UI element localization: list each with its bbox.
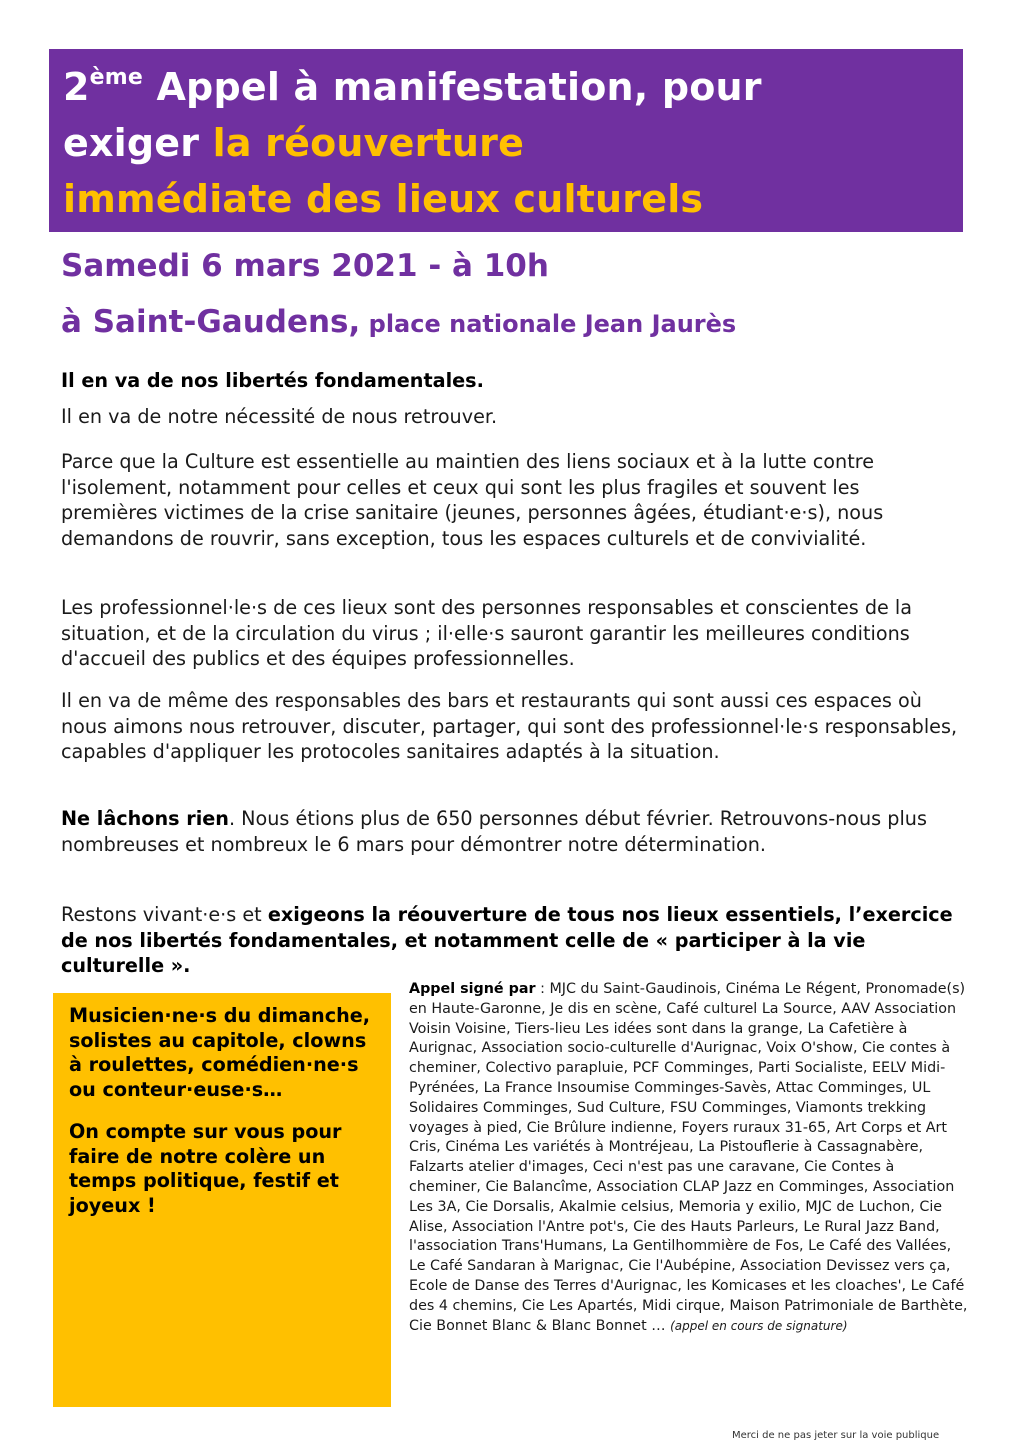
banner-line-2 (63, 115, 963, 171)
title-banner (49, 49, 963, 232)
signers-list (409, 980, 969, 1336)
banner-line-3 (63, 171, 963, 227)
ordinal-suffix: ème (89, 65, 144, 90)
event-square: place nationale Jean Jaurès (360, 310, 737, 338)
signers-label: Appel signé par (409, 981, 536, 997)
paragraph-ne-lachons-rien (61, 806, 961, 857)
ne-lachons-rien-rest: . Nous étions plus de 650 personnes début février. Retrouvons-nous plus nombreuses et nombreux le 6 mars pour démontrer notre détermination. (61, 807, 927, 856)
ordinal-number: 2 (63, 65, 90, 109)
paragraph-bars: Il en va de même des responsables des bars et restaurants qui sont aussi ces espaces où nous aimons nous retrouver, discuter, partager, qui sont des professionnel·le·s responsables, capables d'appliquer les protocoles sanitaires adaptés à la situation. (61, 689, 958, 763)
paragraph-restons-vivants (61, 902, 961, 979)
event-date: Samedi 6 mars 2021 - à 10h (61, 248, 549, 284)
event-place (61, 304, 736, 340)
paragraph-liberties (61, 368, 961, 394)
restons-vivants-start: Restons vivant·e·s et (61, 903, 268, 926)
paragraph-liberties-text: Il en va de nos libertés fondamentales. (61, 369, 484, 392)
signers-names: : MJC du Saint-Gaudinois, Cinéma Le Régent, Pronomade(s) en Haute-Garonne, Je dis en scène, Café culturel La Source, AAV Association Voisin Voisine, Tiers-lieu Les idées sont dans la grange, La Cafetière à Aurignac, Association socio-culturelle d'Aurignac, Voix O'show, Cie contes à cheminer, Colectivo parapluie, PCF Comminges, Parti Socialiste, EELV Midi-Pyrénées, La France Insoumise Comminges-Savès, Attac Comminges, UL Solidaires Comminges, Sud Culture, FSU Comminges, Viamonts trekking voyages à pied, Cie Brûlure indienne, Foyers ruraux 31-65, Art Corps et Art Cris, Cinéma Les variétés à Montréjeau, La Pistouflerie à Cassagnabère, Falzarts atelier d'images, Ceci n'est pas une caravane, Cie Contes à cheminer, Cie Balancîme, Association CLAP Jazz en Comminges, Association Les 3A, Cie Dorsalis, Akalmie celsius, Memoria y exilio, MJC de Luchon, Cie Alise, Association l'Antre pot's, Cie des Hauts Parleurs, Le Rural Jazz Band, l'association Trans'Humans, La Gentilhommière de Fos, Le Café des Vallées, Le Café Sandaran à Marignac, Cie l'Aubépine, Association Devissez vers ça, Ecole de Danse des Terres d'Aurignac, les Komicases et les cloaches', Le Café des 4 chemins, Cie Les Apartés, Midi cirque, Maison Patrimoniale de Barthète, Cie Bonnet Blanc & Blanc Bonnet … (409, 981, 968, 1334)
banner-line-1-text: Appel à manifestation, pour (143, 65, 762, 109)
musicians-callout-box (53, 993, 391, 1407)
ne-lachons-rien-bold: Ne lâchons rien (61, 807, 229, 830)
event-city: à Saint-Gaudens, (61, 304, 361, 340)
callout-part-1: Musicien·ne·s du dimanche, solistes au capitole, clowns à roulettes, comédien·ne·s ou conteur·euse·s… (69, 1004, 371, 1101)
banner-line-2-yellow: la réouverture (212, 121, 525, 165)
signers-note: (appel en cours de signature) (670, 1318, 848, 1333)
banner-line-2-white: exiger (63, 121, 213, 165)
restons-vivants-bold: exigeons la réouverture de tous nos lieux essentiels, l’exercice de nos libertés fondamentales, et notamment celle de « participer à la vie culturelle ». (61, 903, 953, 977)
banner-line-3-yellow: immédiate des lieux culturels (63, 177, 704, 221)
paragraph-necessity: Il en va de notre nécessité de nous retrouver. (61, 405, 498, 428)
paragraph-professionals: Les professionnel·le·s de ces lieux sont des personnes responsables et conscientes de la situation, et de la circulation du virus ; il·elle·s sauront garantir les meilleures conditions d'accueil des publics et des équipes professionnelles. (61, 596, 913, 670)
callout-part-2: On compte sur vous pour faire de notre colère un temps politique, festif et joyeux ! (69, 1120, 342, 1217)
banner-line-1 (63, 59, 963, 115)
paragraph-culture: Parce que la Culture est essentielle au maintien des liens sociaux et à la lutte contre l'isolement, notamment pour celles et ceux qui sont les plus fragiles et souvent les premières victimes de la crise sanitaire (jeunes, personnes âgées, étudiant·e·s), nous demandons de rouvrir, sans exception, tous les espaces culturels et de convivialité. (61, 450, 884, 550)
footer-note: Merci de ne pas jeter sur la voie publique (732, 1430, 940, 1441)
